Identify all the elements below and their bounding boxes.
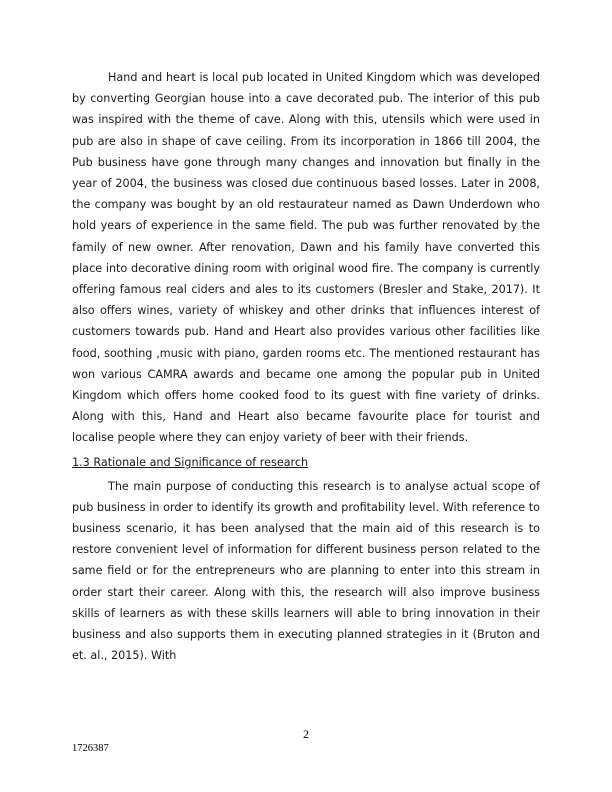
paragraph-pub-overview: Hand and heart is local pub located in United Kingdom which was developed by converting Georgian house into a cave decorated pub. The interior of this pub was inspired with the theme of cave. Along with this, utensils which were used in pub are also in shape of cave ceiling. From its incorporation in 1866 till 2004, the Pub business have gone through many changes and innovation but finally in the year of 2004, the business was closed due continuous based losses. Later in 2008, the company was bought by an old restaurateur named as Dawn Underdown who hold years of experience in the same field. The pub was further renovated by the family of new owner. After renovation, Dawn and his family have converted this place into decorative dining room with original wood fire. The company is currently offering famous real ciders and ales to its customers (Bresler and Stake, 2017). It also offers wines, variety of whiskey and other drinks that influences interest of customers towards pub. Hand and Heart also provides various other facilities like food, soothing ,music with piano, garden rooms etc. The mentioned restaurant has won various CAMRA awards and became one among the popular pub in United Kingdom which offers home cooked food to its guest with fine variety of drinks. Along with this, Hand and Heart also became favourite place for tourist and localise people where they can enjoy variety of beer with their friends. — [72, 71, 540, 445]
paragraph-rationale: The main purpose of conducting this research is to analyse actual scope of pub business in order to identify its growth and profitability level. With reference to business scenario, it has been analysed that the main aid of this research is to restore convenient level of information for different business person related to the same field or for the entrepreneurs who are planning to enter into this stream in order start their career. Along with this, the research will also improve business skills of learners as with these skills learners will able to bring innovation in their business and also supports them in executing planned strategies in it (Bruton and et. al., 2015). With — [72, 479, 540, 663]
page-number: 2 — [303, 727, 309, 741]
section-heading: 1.3 Rationale and Significance of research — [72, 455, 309, 469]
body-text — [72, 67, 540, 666]
student-id: 1726387 — [72, 743, 109, 754]
